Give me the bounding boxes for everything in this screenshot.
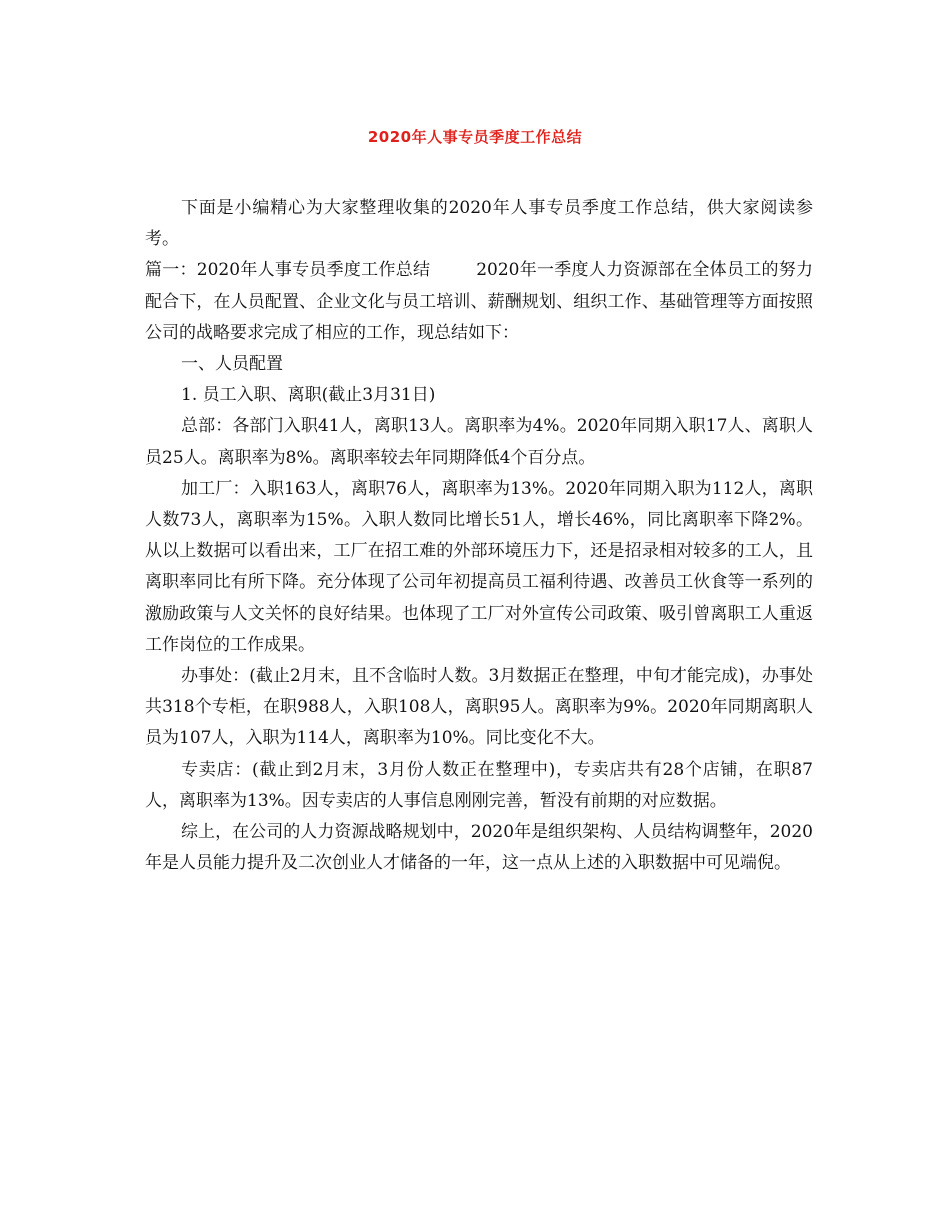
document-title: 2020年人事专员季度工作总结 [367, 128, 583, 146]
subsection-heading: 1. 员工入职、离职(截止3月31日) [181, 385, 436, 406]
chapter-text: 2020年一季度人力资源部在全体员工的努力配合下，在人员配置、企业文化与员工培训、薪酬规划、组织工作、基础管理等方面按照公司的战略要求完成了相应的工作，现总结如下： [145, 260, 813, 343]
summary-paragraph: 综上，在公司的人力资源战略规划中，2020年是组织架构、人员结构调整年，2020年是人员能力提升及二次创业人才储备的一年，这一点从上述的入职数据中可见端倪。 [145, 822, 813, 874]
factory-paragraph: 加工厂：入职163人，离职76人，离职率为13%。2020年同期入职为112人，离职人数73人，离职率为15%。入职人数同比增长51人，增长46%，同比离职率下降2%。从以上数据可以看出来，工厂在招工难的外部环境压力下，还是招录相对较多的工人，且离职率同比有所下降。充分体现了公司年初提高员工福利待遇、改善员工伙食等一系列的激励政策与人文关怀的良好结果。也体现了工厂对外宣传公司政策、吸引曾离职工人重返工作岗位的工作成果。 [145, 478, 813, 655]
chapter-paragraph [145, 255, 813, 349]
document-body [145, 193, 813, 879]
office-paragraph: 办事处：(截止2月末，且不含临时人数。3月数据正在整理，中旬才能完成)，办事处共318个专柜，在职988人，入职108人，离职95人。离职率为9%。2020年同期离职人员为107人，入职为114人，离职率为10%。同比变化不大。 [145, 666, 813, 749]
chapter-label: 篇一：2020年人事专员季度工作总结 [145, 260, 431, 281]
store-paragraph: 专卖店：(截止到2月末，3月份人数正在整理中)，专卖店共有28个店铺，在职87人，离职率为13%。因专卖店的人事信息刚刚完善，暂没有前期的对应数据。 [145, 759, 813, 811]
intro-paragraph: 下面是小编精心为大家整理收集的2020年人事专员季度工作总结，供大家阅读参考。 [145, 198, 813, 250]
section-heading: 一、人员配置 [181, 354, 283, 375]
hq-paragraph: 总部：各部门入职41人，离职13人。离职率为4%。2020年同期入职17人、离职人员25人。离职率为8%。离职率较去年同期降低4个百分点。 [145, 416, 813, 468]
